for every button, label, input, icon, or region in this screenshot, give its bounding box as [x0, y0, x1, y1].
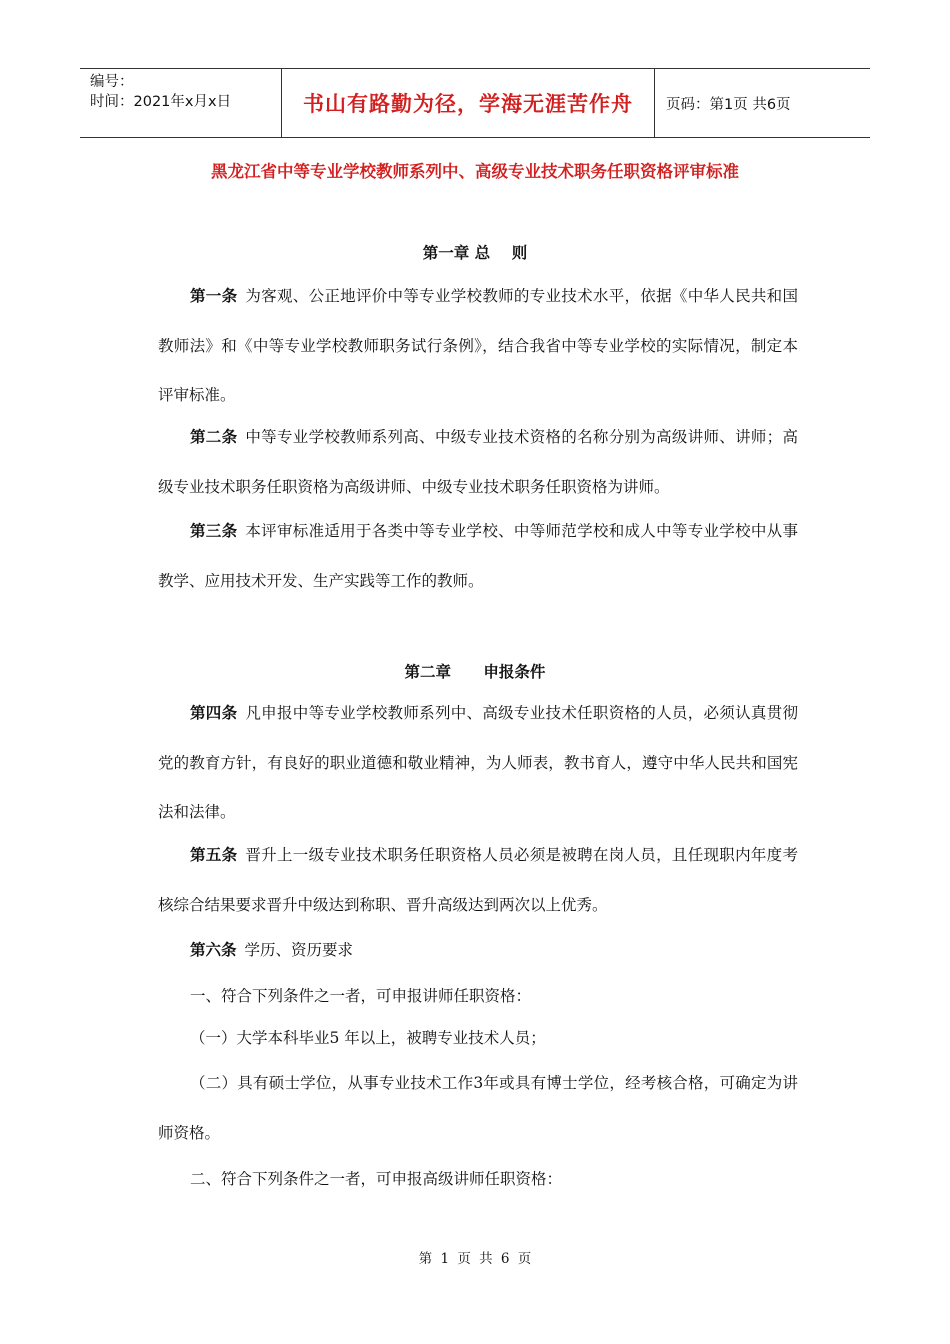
- article-4-text: 凡申报中等专业学校教师系列中、高级专业技术任职资格的人员，必须认真贯彻党的教育方针，有良好的职业道德和敬业精神，为人师表，教书育人，遵守中华人民共和国宪法和法律。: [158, 704, 798, 821]
- item-1: 一、符合下列条件之一者，可申报讲师任职资格：: [190, 987, 532, 1005]
- article-5-text: 晋升上一级专业技术职务任职资格人员必须是被聘在岗人员，且任现职内年度考核综合结果要求晋升中级达到称职、晋升高级达到两次以上优秀。: [158, 846, 798, 914]
- article-2-label: 第二条: [190, 428, 238, 446]
- item-1-2: （二）具有硕士学位，从事专业技术工作3年或具有博士学位，经考核合格，可确定为讲师资格。: [158, 1074, 798, 1142]
- article-5-label: 第五条: [190, 846, 238, 864]
- chapter-2-heading: 第二章 申报条件: [404, 663, 546, 681]
- article-6-label: 第六条: [190, 941, 237, 959]
- article-5: [158, 831, 798, 930]
- article-2-text: 中等专业学校教师系列高、中级专业技术资格的名称分别为高级讲师、讲师；高级专业技术职务任职资格为高级讲师、中级专业技术职务任职资格为讲师。: [158, 428, 798, 496]
- article-6: [158, 926, 798, 976]
- motto: 书山有路勤为径，学海无涯苦作舟: [282, 69, 655, 137]
- article-1-label: 第一条: [190, 287, 238, 305]
- page-footer: 第 1 页 共 6 页: [418, 1251, 532, 1267]
- number-label: 编号：: [90, 74, 134, 90]
- article-4: [158, 689, 798, 838]
- page-info: 页码：第1页 共6页: [666, 96, 791, 113]
- chapter-1-heading: 第一章 总 则: [422, 244, 528, 262]
- header-left-cell: [80, 69, 282, 137]
- item-1-1: （一）大学本科毕业5 年以上，被聘专业技术人员；: [190, 1029, 546, 1047]
- article-3-label: 第三条: [190, 522, 238, 540]
- article-3: [158, 507, 798, 606]
- article-2: [158, 413, 798, 512]
- document-title: 黑龙江省中等专业学校教师系列中、高级专业技术职务任职资格评审标准: [211, 162, 739, 181]
- article-1: [158, 272, 798, 421]
- article-3-text: 本评审标准适用于各类中等专业学校、中等师范学校和成人中等专业学校中从事教学、应用技术开发、生产实践等工作的教师。: [158, 522, 798, 590]
- header-table: [80, 68, 870, 138]
- article-6-text: 学历、资历要求: [244, 941, 354, 959]
- article-4-label: 第四条: [190, 704, 238, 722]
- item-2: 二、符合下列条件之一者，可申报高级讲师任职资格：: [190, 1170, 563, 1188]
- time-label: 时间：2021年x月x日: [90, 94, 232, 110]
- article-1-text: 为客观、公正地评价中等专业学校教师的专业技术水平，依据《中华人民共和国教师法》和《中等专业学校教师职务试行条例》，结合我省中等专业学校的实际情况，制定本评审标准。: [158, 287, 798, 404]
